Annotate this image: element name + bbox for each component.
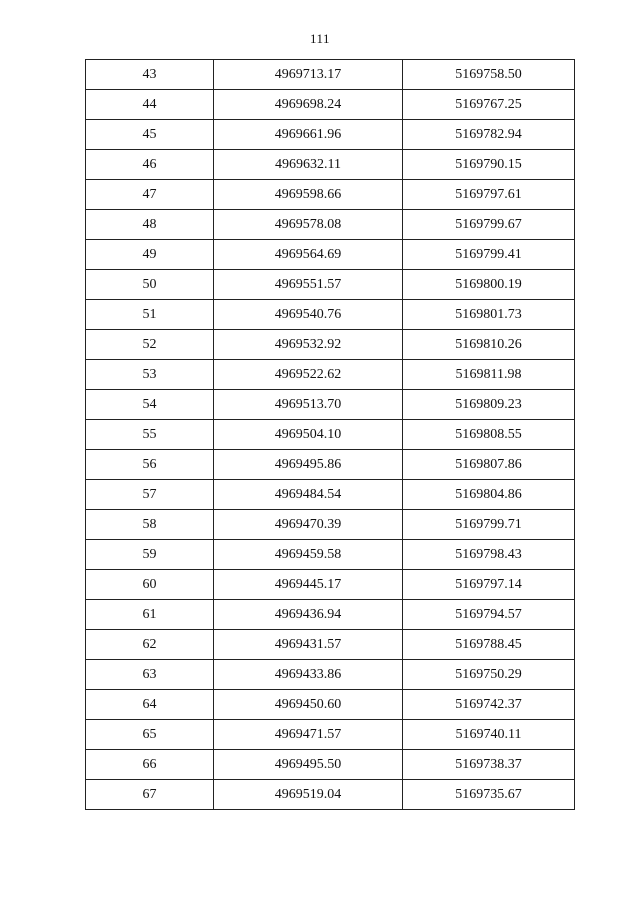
point-number-cell: 66: [86, 750, 214, 780]
point-number-cell: 67: [86, 780, 214, 810]
table-row: [86, 90, 575, 120]
table-row: [86, 240, 575, 270]
point-number-cell: 62: [86, 630, 214, 660]
point-number-cell: 63: [86, 660, 214, 690]
table-row: [86, 540, 575, 570]
y-coordinate-cell: 5169797.14: [403, 570, 575, 600]
table-row: [86, 480, 575, 510]
point-number-cell: 65: [86, 720, 214, 750]
x-coordinate-cell: 4969564.69: [214, 240, 403, 270]
x-coordinate-cell: 4969495.86: [214, 450, 403, 480]
x-coordinate-cell: 4969436.94: [214, 600, 403, 630]
table-row: [86, 360, 575, 390]
point-number-cell: 53: [86, 360, 214, 390]
y-coordinate-cell: 5169788.45: [403, 630, 575, 660]
y-coordinate-cell: 5169790.15: [403, 150, 575, 180]
x-coordinate-cell: 4969519.04: [214, 780, 403, 810]
x-coordinate-cell: 4969578.08: [214, 210, 403, 240]
table-row: [86, 600, 575, 630]
table-row: [86, 570, 575, 600]
y-coordinate-cell: 5169801.73: [403, 300, 575, 330]
table-row: [86, 390, 575, 420]
table-row: [86, 420, 575, 450]
point-number-cell: 55: [86, 420, 214, 450]
table-row: [86, 720, 575, 750]
table-row: [86, 210, 575, 240]
table-row: [86, 690, 575, 720]
x-coordinate-cell: 4969484.54: [214, 480, 403, 510]
y-coordinate-cell: 5169750.29: [403, 660, 575, 690]
x-coordinate-cell: 4969471.57: [214, 720, 403, 750]
table-row: [86, 510, 575, 540]
point-number-cell: 49: [86, 240, 214, 270]
point-number-cell: 58: [86, 510, 214, 540]
x-coordinate-cell: 4969598.66: [214, 180, 403, 210]
x-coordinate-cell: 4969445.17: [214, 570, 403, 600]
table-row: [86, 300, 575, 330]
table-row: [86, 450, 575, 480]
x-coordinate-cell: 4969661.96: [214, 120, 403, 150]
x-coordinate-cell: 4969632.11: [214, 150, 403, 180]
x-coordinate-cell: 4969459.58: [214, 540, 403, 570]
x-coordinate-cell: 4969713.17: [214, 60, 403, 90]
x-coordinate-cell: 4969504.10: [214, 420, 403, 450]
y-coordinate-cell: 5169740.11: [403, 720, 575, 750]
table-row: [86, 780, 575, 810]
point-number-cell: 64: [86, 690, 214, 720]
y-coordinate-cell: 5169758.50: [403, 60, 575, 90]
y-coordinate-cell: 5169799.41: [403, 240, 575, 270]
x-coordinate-cell: 4969495.50: [214, 750, 403, 780]
y-coordinate-cell: 5169811.98: [403, 360, 575, 390]
x-coordinate-cell: 4969698.24: [214, 90, 403, 120]
point-number-cell: 50: [86, 270, 214, 300]
table-row: [86, 750, 575, 780]
point-number-cell: 44: [86, 90, 214, 120]
point-number-cell: 47: [86, 180, 214, 210]
x-coordinate-cell: 4969450.60: [214, 690, 403, 720]
x-coordinate-cell: 4969431.57: [214, 630, 403, 660]
point-number-cell: 52: [86, 330, 214, 360]
y-coordinate-cell: 5169804.86: [403, 480, 575, 510]
table-row: [86, 150, 575, 180]
x-coordinate-cell: 4969532.92: [214, 330, 403, 360]
coordinate-table: [85, 59, 575, 810]
y-coordinate-cell: 5169808.55: [403, 420, 575, 450]
table-row: [86, 180, 575, 210]
y-coordinate-cell: 5169799.71: [403, 510, 575, 540]
y-coordinate-cell: 5169809.23: [403, 390, 575, 420]
point-number-cell: 54: [86, 390, 214, 420]
point-number-cell: 59: [86, 540, 214, 570]
x-coordinate-cell: 4969522.62: [214, 360, 403, 390]
y-coordinate-cell: 5169800.19: [403, 270, 575, 300]
x-coordinate-cell: 4969540.76: [214, 300, 403, 330]
x-coordinate-cell: 4969470.39: [214, 510, 403, 540]
coordinate-table-body: [86, 60, 575, 810]
point-number-cell: 46: [86, 150, 214, 180]
point-number-cell: 60: [86, 570, 214, 600]
x-coordinate-cell: 4969433.86: [214, 660, 403, 690]
y-coordinate-cell: 5169799.67: [403, 210, 575, 240]
y-coordinate-cell: 5169767.25: [403, 90, 575, 120]
table-row: [86, 270, 575, 300]
point-number-cell: 51: [86, 300, 214, 330]
y-coordinate-cell: 5169798.43: [403, 540, 575, 570]
table-row: [86, 60, 575, 90]
point-number-cell: 45: [86, 120, 214, 150]
point-number-cell: 43: [86, 60, 214, 90]
table-row: [86, 660, 575, 690]
y-coordinate-cell: 5169807.86: [403, 450, 575, 480]
y-coordinate-cell: 5169735.67: [403, 780, 575, 810]
y-coordinate-cell: 5169797.61: [403, 180, 575, 210]
y-coordinate-cell: 5169810.26: [403, 330, 575, 360]
point-number-cell: 61: [86, 600, 214, 630]
table-row: [86, 630, 575, 660]
point-number-cell: 56: [86, 450, 214, 480]
table-row: [86, 120, 575, 150]
point-number-cell: 57: [86, 480, 214, 510]
y-coordinate-cell: 5169738.37: [403, 750, 575, 780]
x-coordinate-cell: 4969551.57: [214, 270, 403, 300]
y-coordinate-cell: 5169782.94: [403, 120, 575, 150]
page-number: 111: [309, 31, 331, 46]
point-number-cell: 48: [86, 210, 214, 240]
x-coordinate-cell: 4969513.70: [214, 390, 403, 420]
y-coordinate-cell: 5169794.57: [403, 600, 575, 630]
y-coordinate-cell: 5169742.37: [403, 690, 575, 720]
table-row: [86, 330, 575, 360]
